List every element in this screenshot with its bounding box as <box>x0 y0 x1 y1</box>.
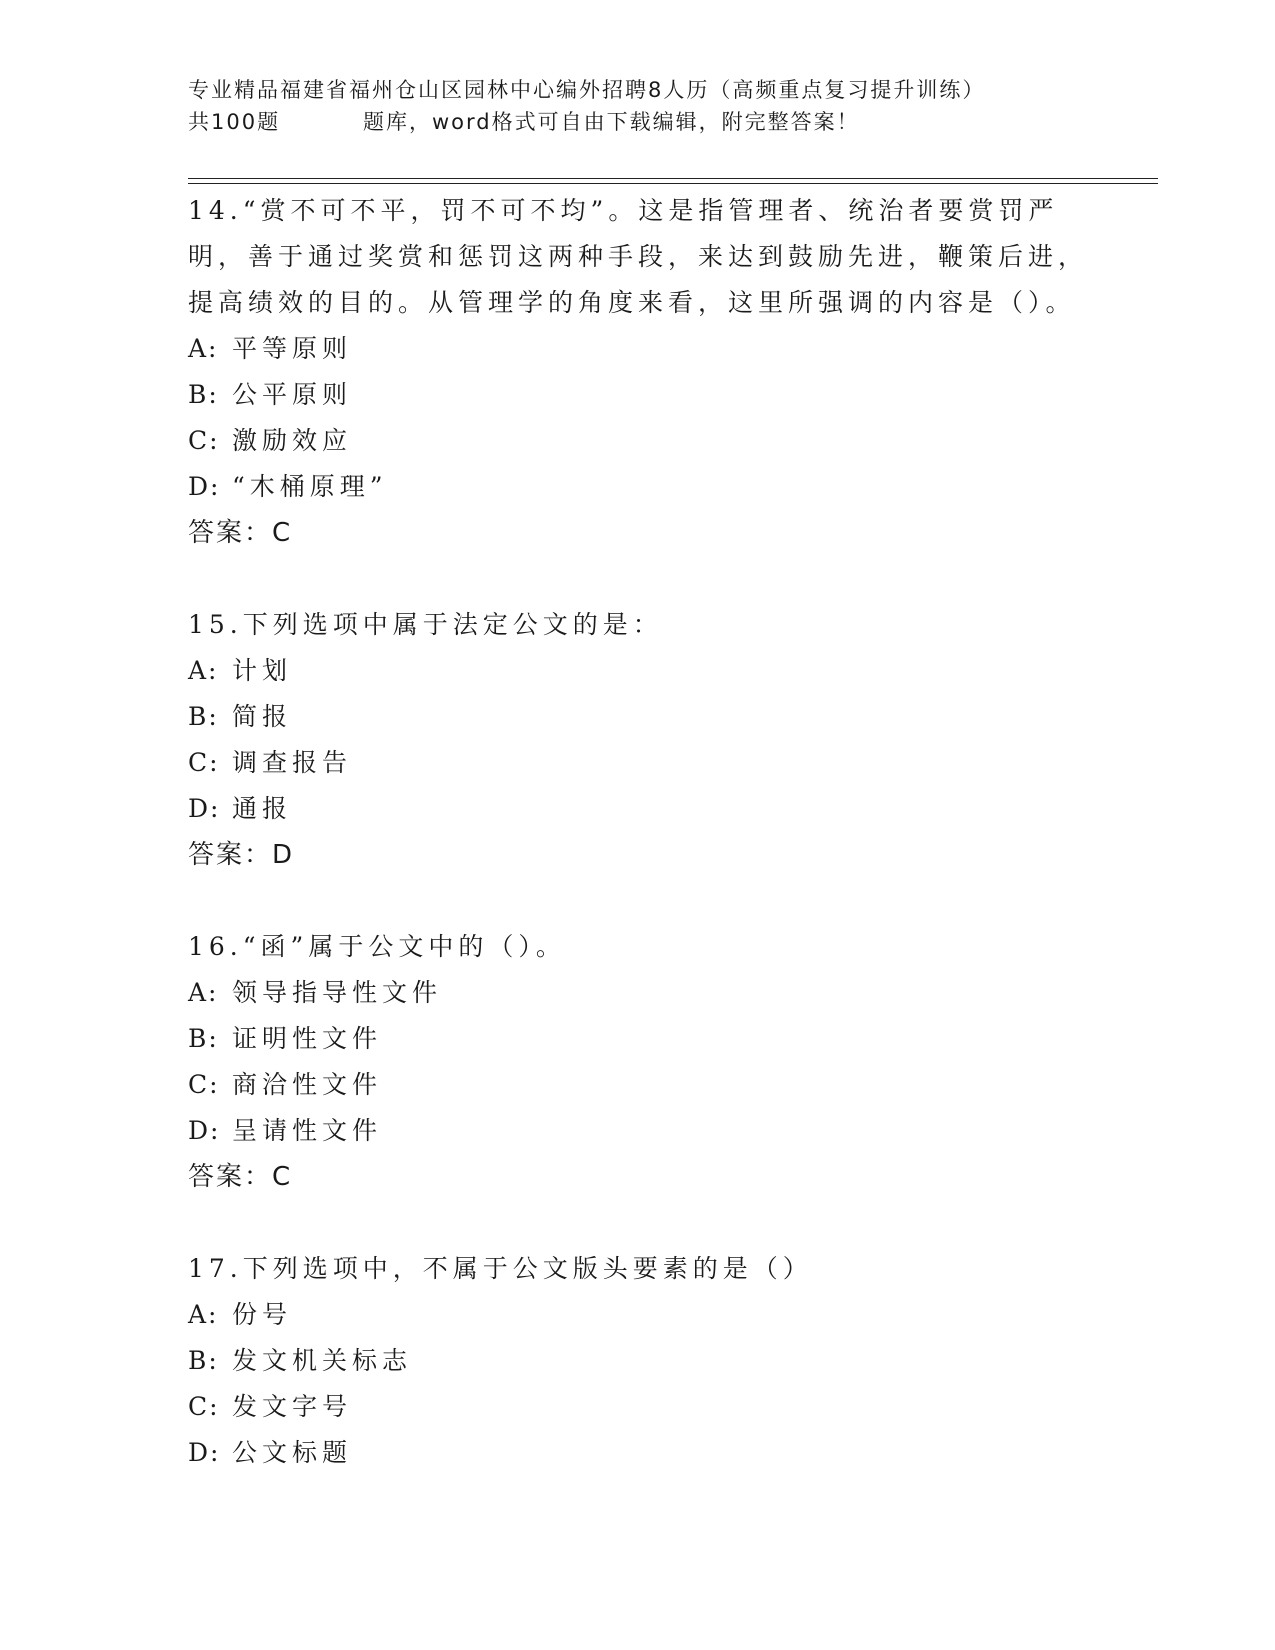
question-14 <box>188 188 1088 556</box>
question-17 <box>188 1246 1088 1476</box>
header-question-count: 共100题 <box>188 110 281 134</box>
option-label: C: <box>188 1070 220 1099</box>
option-d <box>188 464 1088 510</box>
option-label: D: <box>188 1438 221 1467</box>
option-text: 计划 <box>232 656 293 685</box>
option-c <box>188 1384 1088 1430</box>
option-text: 份号 <box>232 1300 293 1329</box>
option-label: B: <box>188 1346 219 1375</box>
option-b <box>188 1338 1088 1384</box>
option-text: “木桶原理” <box>232 472 388 501</box>
option-b <box>188 694 1088 740</box>
header-line-2 <box>188 106 1068 138</box>
option-label: D: <box>188 1116 221 1145</box>
option-a <box>188 326 1088 372</box>
option-text: 调查报告 <box>232 748 353 777</box>
option-text: 呈请性文件 <box>232 1116 383 1145</box>
option-label: A: <box>188 1300 219 1329</box>
option-label: C: <box>188 748 220 777</box>
option-d <box>188 1108 1088 1154</box>
option-label: B: <box>188 702 219 731</box>
option-text: 公文标题 <box>232 1438 353 1467</box>
option-text: 通报 <box>232 794 293 823</box>
option-a <box>188 1292 1088 1338</box>
header-divider-bottom <box>188 183 1158 184</box>
option-d <box>188 1430 1088 1476</box>
question-15 <box>188 602 1088 878</box>
question-stem: 14.“赏不可不平，罚不可不均”。这是指管理者、统治者要赏罚严明，善于通过奖赏和惩罚这两种手段，来达到鼓励先进，鞭策后进，提高绩效的目的。从管理学的角度来看，这里所强调的内容是（）。 <box>188 196 1089 317</box>
option-c <box>188 1062 1088 1108</box>
answer-line: 答案：D <box>188 840 295 870</box>
option-label: D: <box>188 472 221 501</box>
option-label: B: <box>188 380 219 409</box>
option-text: 简报 <box>232 702 293 731</box>
option-label: C: <box>188 426 220 455</box>
question-stem: 16.“函”属于公文中的（）。 <box>188 932 566 961</box>
question-stem: 17.下列选项中，不属于公文版头要素的是（） <box>188 1254 813 1283</box>
option-c <box>188 740 1088 786</box>
option-label: A: <box>188 656 219 685</box>
header-title: 专业精品福建省福州仓山区园林中心编外招聘8人历（高频重点复习提升训练） <box>188 78 986 102</box>
question-stem: 15.下列选项中属于法定公文的是： <box>188 610 663 639</box>
option-label: C: <box>188 1392 220 1421</box>
option-text: 公平原则 <box>232 380 353 409</box>
option-text: 商洽性文件 <box>232 1070 383 1099</box>
option-text: 平等原则 <box>232 334 353 363</box>
option-text: 证明性文件 <box>232 1024 383 1053</box>
option-text: 发文机关标志 <box>232 1346 413 1375</box>
option-b <box>188 1016 1088 1062</box>
answer-line: 答案：C <box>188 1162 293 1192</box>
option-a <box>188 970 1088 1016</box>
header-divider-top <box>188 178 1158 179</box>
option-b <box>188 372 1088 418</box>
option-label: D: <box>188 794 221 823</box>
option-text: 发文字号 <box>232 1392 353 1421</box>
option-text: 激励效应 <box>232 426 353 455</box>
option-label: A: <box>188 334 219 363</box>
option-text: 领导指导性文件 <box>232 978 443 1007</box>
question-16 <box>188 924 1088 1200</box>
option-a <box>188 648 1088 694</box>
option-label: B: <box>188 1024 219 1053</box>
question-list <box>188 188 1088 1476</box>
answer-line: 答案：C <box>188 518 293 548</box>
header-subtitle: 题库，word格式可自由下载编辑，附完整答案！ <box>363 110 860 134</box>
option-d <box>188 786 1088 832</box>
option-c <box>188 418 1088 464</box>
document-header <box>188 74 1068 138</box>
option-label: A: <box>188 978 219 1007</box>
